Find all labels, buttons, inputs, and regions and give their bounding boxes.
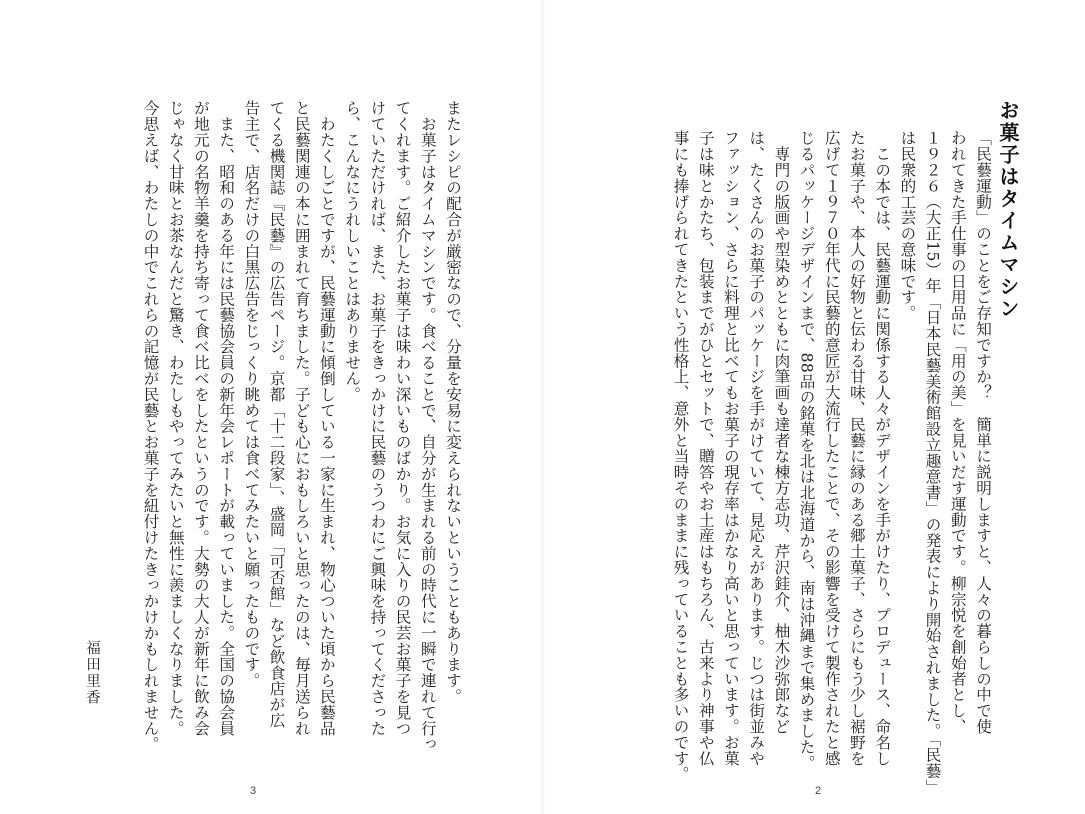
text-line: は、たくさんのお菓子のパッケージを手がけていて、見応えがあります。じつは街並みや — [747, 130, 766, 766]
text-line: また、昭和のある年には民藝協会員の新年会レポートが載っていました。全国の協会員 — [217, 100, 236, 736]
text-line: けていただければ、また、お菓子をきっかけに民藝のうつわにご興味を持ってくださった — [368, 100, 387, 736]
text-line: 「民藝運動」のことをご存知ですか？ 簡単に説明しますと、人々の暮らしの中で使 — [974, 130, 992, 735]
page-title: お菓子はタイムマシン — [996, 100, 1020, 320]
text-line: てくれます。ご紹介したお菓子は味わい深いものばかり。お気に入りの民芸お菓子を見つ — [393, 100, 412, 736]
text-line: じゃなく甘味とお茶なんだと驚き、わたしもやってみたいと無性に羨ましくなりました。 — [166, 100, 185, 736]
text-line: じるパッケージデザインまで、88品の銘菓を北は北海道から、南は沖縄まで集めました。 — [797, 130, 816, 771]
text-line: 広げて１９７０年代に民藝的意匠が大流行したことで、その影響を受けて製作されたと感 — [822, 130, 841, 766]
text-line: われてきた手仕事の日用品に「用の美」を見いだす運動です。柳宗悦を創始者とし、 — [948, 130, 967, 735]
text-line: 専門の版画や型染めとともに肉筆画も達者な棟方志功、芹沢銈介、柚木沙弥郎など — [772, 130, 791, 735]
right-page — [545, 0, 1085, 814]
text-line: ら、こんなにうれしいことはありません。 — [343, 100, 362, 403]
text-line: 子は味とかたち、包装までがひとセットで、贈答やお土産はもちろん、古来より神事や仏 — [696, 130, 715, 766]
text-line: 事にも捧げられてきたという性格上、意外と当時そのままに残っていることも多いのです。 — [671, 130, 690, 782]
text-line: わたくしごとですが、民藝運動に傾倒している一家に生まれ、物心ついた頃から民藝品 — [317, 100, 336, 736]
text-line: ファッション、さらに料理と比べてもお菓子の現存率はかなり高いと思っています。お菓 — [721, 130, 740, 766]
right-page-body — [667, 130, 995, 795]
left-page — [0, 0, 540, 814]
author-name: 福田里香 — [84, 640, 100, 706]
page-number: 2 — [815, 785, 822, 797]
page-number: 3 — [250, 785, 257, 797]
text-line: てくる機関誌『民藝』の広告ページ。京都「十二段家」、盛岡「可否館」など飲食店が広 — [267, 100, 286, 729]
text-line: お菓子はタイムマシンです。食べることで、自分が生まれる前の時代に一瞬で連れて行っ — [418, 100, 437, 752]
text-line: １９２６（大正15）年「日本民藝美術館設立趣意書」の発表により開始されました。「民藝」 — [923, 130, 942, 795]
left-page-body — [137, 100, 465, 752]
text-line: この本では、民藝運動に関係する人々がデザインを手がけたり、プロデュース、命名し — [873, 130, 892, 766]
text-line: 告主で、店名だけの白黒広告をじっくり眺めては食べてみたいと願ったものです。 — [242, 100, 261, 689]
text-line: と民藝関連の本に囲まれて育ちました。子ども心におもしろいと思ったのは、毎月送られ — [292, 100, 311, 736]
text-line: たお菓子や、本人の好物と伝わる甘味、民藝に縁のある郷土菓子、さらにもう少し裾野を — [847, 130, 866, 766]
text-line: 今思えば、わたしの中でこれらの記憶が民藝とお菓子を紐付けたきっかけかもしれません。 — [141, 100, 160, 752]
text-line: が地元の名物羊羹を持ち寄って食べ比べをしたというのです。大勢の大人が新年に飲み会 — [191, 100, 210, 736]
text-line: またレシピの配合が厳密なので、分量を安易に変えられないということもあります。 — [444, 100, 462, 705]
text-line: は民衆的工芸の意味です。 — [898, 130, 917, 321]
